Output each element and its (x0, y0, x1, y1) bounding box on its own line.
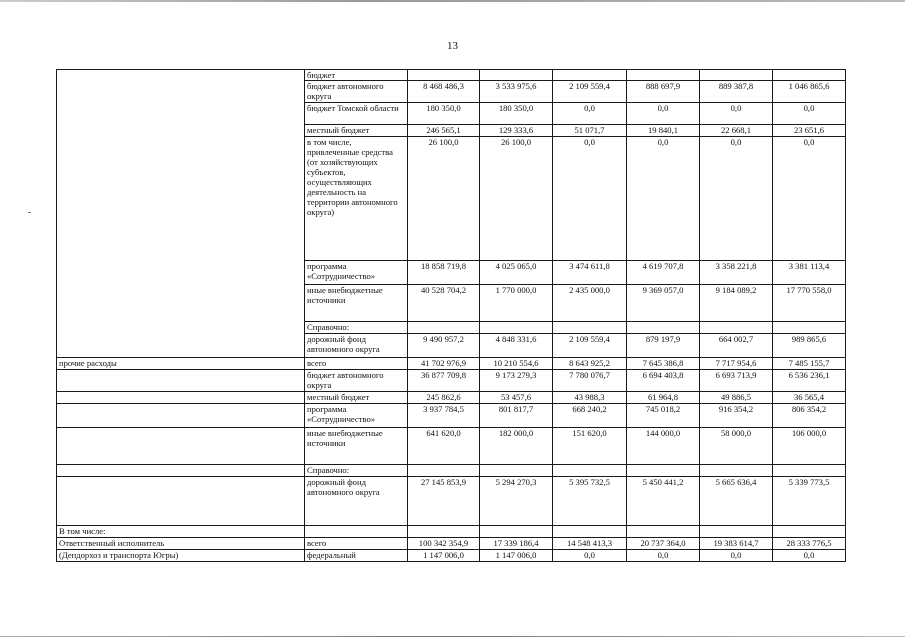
source-label-cell (305, 526, 408, 538)
value-cell: 19 383 614,7 (700, 538, 773, 550)
value-cell: 5 450 441,2 (627, 477, 700, 526)
table-row (57, 70, 846, 81)
value-cell (553, 70, 627, 81)
value-cell: 2 109 559,4 (553, 81, 627, 103)
source-label-cell: дорожный фонд автономного округа (305, 334, 408, 358)
section-label-cell (57, 465, 305, 477)
value-cell: 3 474 611,8 (553, 261, 627, 285)
value-cell: 9 173 279,3 (480, 370, 553, 392)
value-cell (553, 322, 627, 334)
value-cell: 668 240,2 (553, 404, 627, 428)
value-cell: 41 702 976,9 (408, 358, 480, 370)
value-cell: 916 354,2 (700, 404, 773, 428)
value-cell: 2 435 000,0 (553, 285, 627, 322)
value-cell (480, 70, 553, 81)
value-cell: 10 210 554,6 (480, 358, 553, 370)
table-row (57, 404, 846, 428)
section-label-cell (57, 428, 305, 465)
value-cell: 0,0 (553, 550, 627, 562)
source-label-cell: программа «Сотрудничество» (305, 261, 408, 285)
value-cell: 7 645 386,8 (627, 358, 700, 370)
value-cell: 4 619 707,8 (627, 261, 700, 285)
section-label-cell (57, 477, 305, 526)
source-label-cell: бюджет автономного округа (305, 81, 408, 103)
value-cell: 888 697,9 (627, 81, 700, 103)
value-cell: 61 964,8 (627, 392, 700, 404)
table-row (57, 550, 846, 562)
value-cell: 18 858 719,8 (408, 261, 480, 285)
source-label-cell: в том числе, привлеченные средства (от хозяйствующих субъектов, осуществляющих деятельность на территории автономного округа) (305, 137, 408, 261)
source-label-cell: иные внебюджетные источники (305, 285, 408, 322)
table-row (57, 538, 846, 550)
source-label-cell: бюджет (305, 70, 408, 81)
value-cell: 180 350,0 (408, 103, 480, 125)
table-row (57, 428, 846, 465)
value-cell: 641 620,0 (408, 428, 480, 465)
value-cell: 26 100,0 (480, 137, 553, 261)
value-cell: 8 643 925,2 (553, 358, 627, 370)
source-label-cell: бюджет Томской области (305, 103, 408, 125)
value-cell: 40 528 704,2 (408, 285, 480, 322)
value-cell: 8 468 486,3 (408, 81, 480, 103)
value-cell: 0,0 (627, 103, 700, 125)
source-label-cell: всего (305, 538, 408, 550)
value-cell: 1 147 006,0 (408, 550, 480, 562)
value-cell: 5 294 270,3 (480, 477, 553, 526)
value-cell: 7 780 076,7 (553, 370, 627, 392)
value-cell: 0,0 (700, 103, 773, 125)
value-cell: 7 485 155,7 (773, 358, 846, 370)
value-cell: 19 840,1 (627, 125, 700, 137)
value-cell (627, 322, 700, 334)
value-cell: 3 533 975,6 (480, 81, 553, 103)
source-label-cell: дорожный фонд автономного округа (305, 477, 408, 526)
budget-table (56, 69, 846, 562)
value-cell: 36 565,4 (773, 392, 846, 404)
value-cell (553, 526, 627, 538)
value-cell (773, 322, 846, 334)
source-label-cell: всего (305, 358, 408, 370)
value-cell: 246 565,1 (408, 125, 480, 137)
value-cell (627, 70, 700, 81)
value-cell: 3 937 784,5 (408, 404, 480, 428)
value-cell (700, 465, 773, 477)
value-cell: 182 000,0 (480, 428, 553, 465)
value-cell: 3 358 221,8 (700, 261, 773, 285)
value-cell: 106 000,0 (773, 428, 846, 465)
value-cell: 6 694 403,8 (627, 370, 700, 392)
source-label-cell: иные внебюджетные источники (305, 428, 408, 465)
source-label-cell: Справочно: (305, 465, 408, 477)
value-cell (627, 526, 700, 538)
value-cell (480, 465, 553, 477)
table-row (57, 526, 846, 538)
value-cell (700, 526, 773, 538)
value-cell (773, 526, 846, 538)
value-cell: 27 145 853,9 (408, 477, 480, 526)
value-cell (480, 526, 553, 538)
value-cell: 9 490 957,2 (408, 334, 480, 358)
value-cell (480, 322, 553, 334)
value-cell: 151 620,0 (553, 428, 627, 465)
table-row (57, 358, 846, 370)
value-cell: 9 369 057,0 (627, 285, 700, 322)
value-cell: 20 737 364,0 (627, 538, 700, 550)
scan-edge-top (0, 0, 905, 2)
value-cell: 3 381 113,4 (773, 261, 846, 285)
value-cell: 22 668,1 (700, 125, 773, 137)
value-cell: 0,0 (773, 550, 846, 562)
value-cell: 0,0 (773, 103, 846, 125)
value-cell (408, 322, 480, 334)
value-cell: 51 071,7 (553, 125, 627, 137)
value-cell: 17 770 558,0 (773, 285, 846, 322)
page-number: 13 (447, 40, 458, 52)
table-row (57, 477, 846, 526)
value-cell: 245 862,6 (408, 392, 480, 404)
value-cell: 4 025 065,0 (480, 261, 553, 285)
source-label-cell: местный бюджет (305, 125, 408, 137)
source-label-cell: программа «Сотрудничество» (305, 404, 408, 428)
value-cell: 0,0 (553, 103, 627, 125)
section-label-cell (57, 404, 305, 428)
source-label-cell: федеральный (305, 550, 408, 562)
value-cell: 0,0 (773, 137, 846, 261)
value-cell (627, 465, 700, 477)
value-cell: 180 350,0 (480, 103, 553, 125)
value-cell: 23 651,6 (773, 125, 846, 137)
value-cell: 26 100,0 (408, 137, 480, 261)
table-row (57, 370, 846, 392)
value-cell: 100 342 354,9 (408, 538, 480, 550)
value-cell (773, 70, 846, 81)
section-label-cell: (Депдорхоз и транспорта Югры) (57, 550, 305, 562)
value-cell: 0,0 (700, 550, 773, 562)
value-cell: 14 548 413,3 (553, 538, 627, 550)
value-cell: 43 988,3 (553, 392, 627, 404)
value-cell (408, 526, 480, 538)
value-cell (773, 465, 846, 477)
value-cell: 4 848 331,6 (480, 334, 553, 358)
source-label-cell: бюджет автономного округа (305, 370, 408, 392)
value-cell (408, 465, 480, 477)
value-cell: 879 197,9 (627, 334, 700, 358)
value-cell: 2 109 559,4 (553, 334, 627, 358)
value-cell: 5 665 636,4 (700, 477, 773, 526)
section-label-cell (57, 392, 305, 404)
value-cell (408, 70, 480, 81)
value-cell: 6 536 236,1 (773, 370, 846, 392)
scan-edge-bottom (0, 636, 905, 637)
value-cell: 49 886,5 (700, 392, 773, 404)
section-label-cell: Ответственный исполнитель (57, 538, 305, 550)
value-cell: 989 865,6 (773, 334, 846, 358)
section-label-cell: прочие расходы (57, 358, 305, 370)
scan-mark (28, 212, 31, 213)
section-label-cell (57, 370, 305, 392)
value-cell: 745 018,2 (627, 404, 700, 428)
section-label-cell (57, 70, 305, 358)
value-cell: 6 693 713,9 (700, 370, 773, 392)
source-label-cell: местный бюджет (305, 392, 408, 404)
value-cell (553, 465, 627, 477)
value-cell: 889 387,8 (700, 81, 773, 103)
value-cell: 28 333 776,5 (773, 538, 846, 550)
table-row (57, 465, 846, 477)
value-cell: 7 717 954,6 (700, 358, 773, 370)
value-cell: 129 333,6 (480, 125, 553, 137)
value-cell: 0,0 (553, 137, 627, 261)
value-cell (700, 70, 773, 81)
value-cell: 17 339 186,4 (480, 538, 553, 550)
value-cell (700, 322, 773, 334)
value-cell: 1 046 865,6 (773, 81, 846, 103)
section-label-cell: В том числе: (57, 526, 305, 538)
value-cell: 36 877 709,8 (408, 370, 480, 392)
value-cell: 9 184 089,2 (700, 285, 773, 322)
value-cell: 5 339 773,5 (773, 477, 846, 526)
value-cell: 801 817,7 (480, 404, 553, 428)
value-cell: 1 770 000,0 (480, 285, 553, 322)
value-cell: 0,0 (700, 137, 773, 261)
value-cell: 58 000,0 (700, 428, 773, 465)
source-label-cell: Справочно: (305, 322, 408, 334)
value-cell: 0,0 (627, 137, 700, 261)
value-cell: 144 000,0 (627, 428, 700, 465)
table-row (57, 392, 846, 404)
value-cell: 664 002,7 (700, 334, 773, 358)
value-cell: 5 395 732,5 (553, 477, 627, 526)
value-cell: 53 457,6 (480, 392, 553, 404)
value-cell: 806 354,2 (773, 404, 846, 428)
value-cell: 1 147 006,0 (480, 550, 553, 562)
value-cell: 0,0 (627, 550, 700, 562)
